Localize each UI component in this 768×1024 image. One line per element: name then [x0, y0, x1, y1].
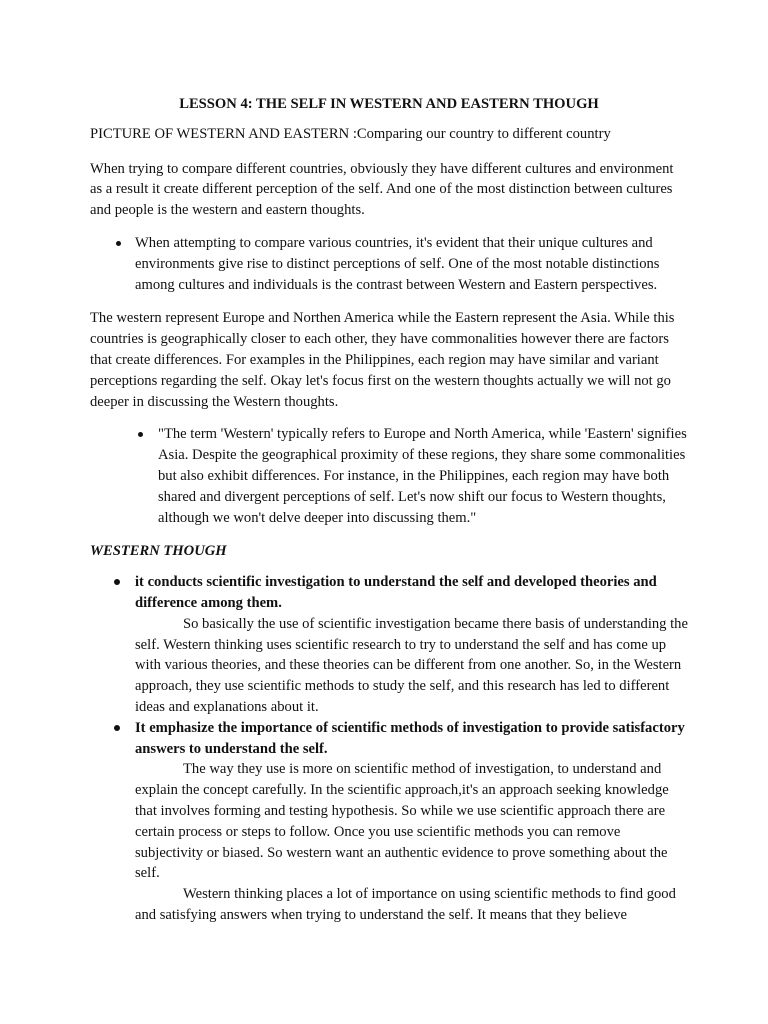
western-point-2-body-1: The way they use is more on scientific method of investigation, to understand and explain the concept carefully. In the scientific approach,it's an approach seeking knowledge that involves forming and testing hypothesis. So while we use scientific approach there are certain process or steps to follow. Once you use scientific methods you can remove subjectivity or biased. So western want an authentic evidence to prove something about the self.: [135, 761, 669, 882]
western-point-1-heading: it conducts scientific investigation to understand the self and developed theories and difference among them.: [135, 574, 657, 611]
paraphrase-bullet-2: [90, 424, 688, 528]
western-point-2: [90, 718, 688, 926]
western-point-2-body-2: Western thinking places a lot of importance on using scientific methods to find good and satisfying answers when trying to understand the self. It means that they believe: [135, 886, 676, 923]
paraphrase-bullet-1-text: When attempting to compare various countries, it's evident that their unique cultures and environments give rise to distinct perceptions of self. One of the most notable distinctions among cultures and individuals is the contrast between Western and Eastern perspectives.: [135, 234, 660, 293]
picture-subheading: PICTURE OF WESTERN AND EASTERN :Comparing our country to different country: [90, 125, 611, 142]
western-point-2-heading: It emphasize the importance of scientific methods of investigation to provide satisfactory answers to understand the self.: [135, 719, 685, 757]
lesson-title: LESSON 4: THE SELF IN WESTERN AND EASTERN THOUGH: [179, 96, 599, 112]
western-point-1-body: So basically the use of scientific investigation became there basis of understanding the self. Western thinking uses scientific research to try to understand the self and has come up with various theories, and these theories can be different from one another. So, in the Western approach, they use scientific methods to study the self, and this research has led to different ideas and explanations about it.: [135, 615, 688, 715]
western-section-heading: WESTERN THOUGH: [90, 543, 227, 560]
regions-paragraph: The western represent Europe and Northen America while the Eastern represent the Asia. While this countries is geographically closer to each other, they have commonalities however there are factors that create differences. For examples in the Philippines, each region may have similar and variant perceptions regarding the self. Okay let's focus first on the western thoughts actually we will not go deeper in discussing the Western thoughts.: [90, 310, 675, 410]
paraphrase-bullet-1: [90, 233, 688, 295]
paraphrase-bullet-2-text: "The term 'Western' typically refers to Europe and North America, while 'Eastern' signifies Asia. Despite the geographical proximity of these regions, they share some commonalities but also exhibit differences. For instance, in the Philippines, each region may have both shared and divergent perceptions of self. Let's now shift our focus to Western thoughts, although we won't delve deeper into discussing them.": [158, 426, 687, 526]
western-point-1: [90, 572, 688, 718]
intro-paragraph: When trying to compare different countries, obviously they have different cultures and environment as a result it create different perception of the self. And one of the most distinction between cultures and people is the western and eastern thoughts.: [90, 160, 674, 219]
